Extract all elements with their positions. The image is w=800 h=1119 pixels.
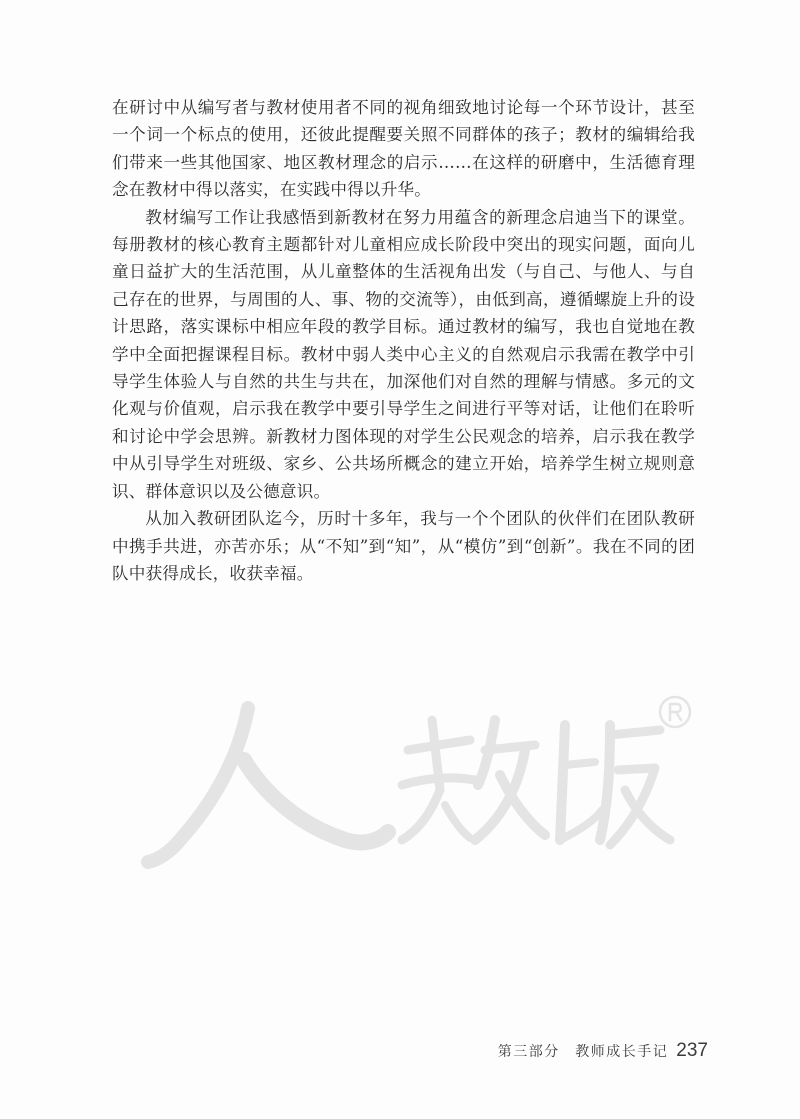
paragraph-1: 在研讨中从编写者与教材使用者不同的视角细致地讨论每一个环节设计，甚至一个词一个标点的使用，还彼此提醒要关照不同群体的孩子；教材的编辑给我们带来一些其他国家、地区教材理念的启示……在这样的研磨中，生活德育理念在教材中得以落实，在实践中得以升华。 bbox=[112, 98, 695, 200]
publisher-watermark bbox=[140, 690, 700, 880]
page-footer bbox=[498, 1040, 708, 1062]
paragraph-3: 从加入教研团队迄今，历时十多年，我与一个个团队的伙伴们在团队教研中携手共进，亦苦亦乐；从“不知”到“知”，从“模仿”到“创新”。我在不同的团队中获得成长，收获幸福。 bbox=[112, 509, 695, 583]
section-title: 第三部分 教师成长手记 bbox=[497, 1044, 669, 1060]
body-text bbox=[112, 94, 695, 587]
paragraph-2: 教材编写工作让我感悟到新教材在努力用蕴含的新理念启迪当下的课堂。每册教材的核心教育主题都针对儿童相应成长阶段中突出的现实问题，面向儿童日益扩大的生活范围，从儿童整体的生活视角出发（与自己、与他人、与自己存在的世界，与周围的人、事、物的交流等），由低到高，遵循螺旋上升的设计思路，落实课标中相应年段的教学目标。通过教材的编写，我也自觉地在教学中全面把握课程目标。教材中弱人类中心主义的自然观启示我需在教学中引导学生体验人与自然的共生与共在，加深他们对自然的理解与情感。多元的文化观与价值观，启示我在教学中要引导学生之间进行平等对话，让他们在聆听和讨论中学会思辨。新教材力图体现的对学生公民观念的培养，启示我在教学中从引导学生对班级、家乡、公共场所概念的建立开始，培养学生树立规则意识、群体意识以及公德意识。 bbox=[112, 207, 695, 501]
page-number: 237 bbox=[676, 1040, 708, 1061]
